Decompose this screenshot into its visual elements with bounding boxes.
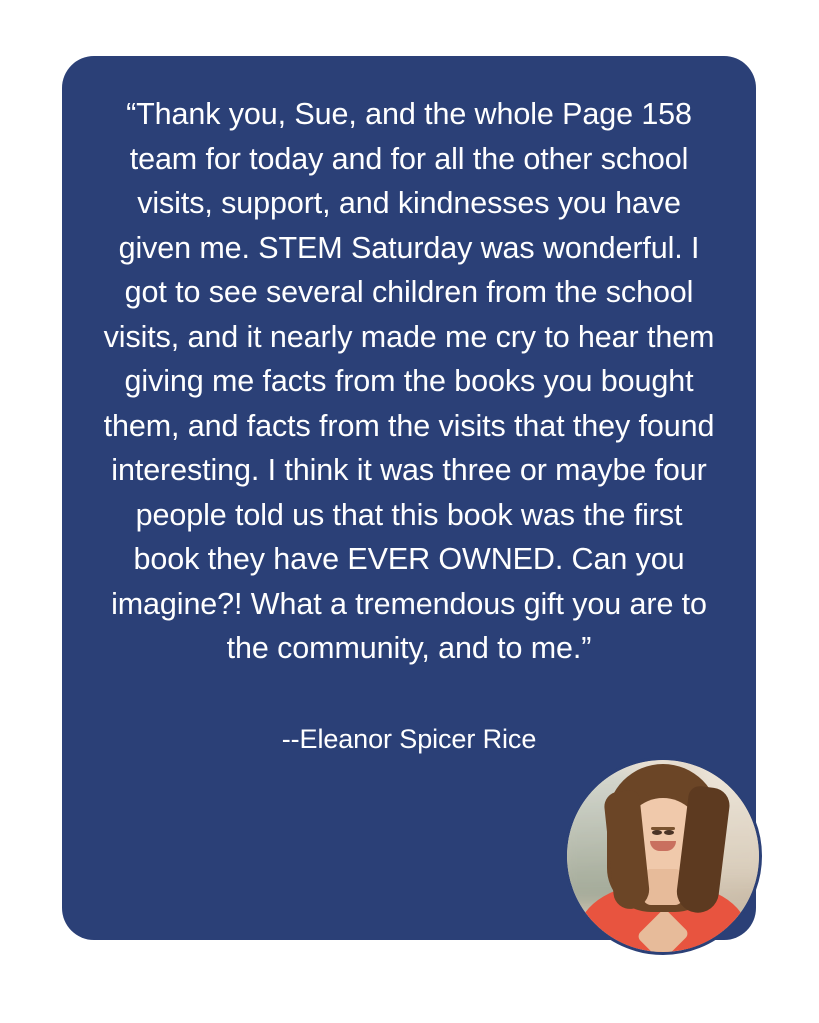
smile bbox=[650, 841, 676, 851]
shirt-neckline bbox=[636, 908, 690, 952]
avatar bbox=[564, 757, 762, 955]
eye-left bbox=[652, 830, 662, 835]
quote-text: “Thank you, Sue, and the whole Page 158 team for today and for all the other school visits, support, and kindnesses you have given me. STEM Saturday was wonderful. I got to see several children from the school visits, and it nearly made me cry to hear them giving me facts from the books you bought them, and facts from the visits that they found interesting. I think it was three or maybe four people told us that this book was the first book they have EVER OWNED. Can you imagine?! What a tremendous gift you are to the community, and to me.” bbox=[103, 97, 723, 665]
quote-attribution: --Eleanor Spicer Rice bbox=[281, 723, 537, 754]
avatar-photo bbox=[567, 760, 759, 952]
eye-right bbox=[664, 830, 674, 835]
